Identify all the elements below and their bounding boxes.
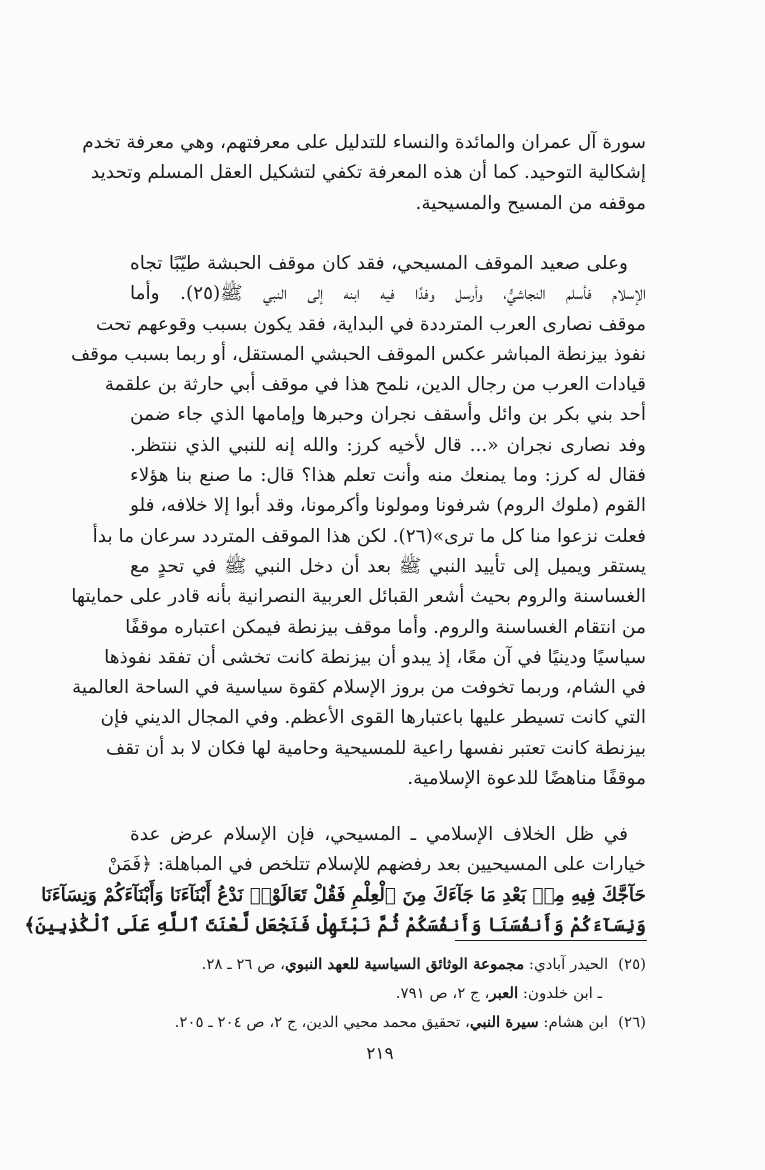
text-line: سورة آل عمران والمائدة والنساء للتدليل على معرفتهم، وهي معرفة تخدم xyxy=(82,132,646,153)
footnote-number: (٢٦) xyxy=(618,1013,646,1031)
text-line: إشكالية التوحيد. كما أن هذه المعرفة تكفي لتشكيل العقل المسلم وتحديد xyxy=(90,162,646,184)
text-line: القوم (ملوك الروم) شرفونا ومولونا وأكرمونا، وقد أبوا إلا خلافه، فلو xyxy=(130,495,646,517)
footnote-pages: ، تحقيق محمد محيي الدين، ج ٢، ص ٢٠٤ ـ ٢٠٥. xyxy=(174,1013,470,1031)
text-line: من انتقام الغساسنة والروم. وأما موقف بيزنطة فيمكن اعتباره موقفًا xyxy=(125,616,646,638)
quran-verse-line: حَآجَّكَ فِيهِ مِنۢ بَعْدِ مَا جَآءَكَ مِنَ ٱلْعِلْمِ فَقُلْ تَعَالَوْا۟ نَدْعُ أَبْنَآءَنَا وَأَبْنَآءَكُمْ وَنِسَآءَنَا xyxy=(41,884,646,906)
footnote-divider xyxy=(455,940,647,941)
text-line: موقفه من المسيح والمسيحية. xyxy=(415,192,646,214)
paragraph-2 xyxy=(70,249,646,794)
footnote-25-continued xyxy=(130,979,646,1008)
footnote-number: (٢٥) xyxy=(618,955,646,973)
text-line: موقفًا مناهضًا للدعوة الإسلامية. xyxy=(407,768,646,790)
text-line: الإسلام فأسلم النجاشيُّ، وأرسل وفدًا فيه ابنه إلى النبي ﷺ(٢٥). وأما xyxy=(130,283,646,305)
footnote-title: سيرة النبي xyxy=(469,1013,539,1031)
footnote-title: العبر xyxy=(489,984,519,1002)
footnote-author: الحيدر آبادي: xyxy=(524,955,609,973)
footnote-title: مجموعة الوثائق السياسية للعهد النبوي xyxy=(285,955,525,973)
text-line: خيارات على المسيحيين بعد رفضهم للإسلام تتلخص في المباهلة: ﴿فَمَنْ xyxy=(107,854,646,876)
text-line: سياسيًا ودينيًا في آن معًا، إذ يبدو أن بيزنطة كانت تخشى أن تفقد نفوذها xyxy=(104,646,646,668)
footnote-author: ابن هشام: xyxy=(538,1013,609,1031)
text-line: التي كانت تسيطر عليها باعتبارها القوى الأعظم. وفي المجال الديني فإن xyxy=(100,707,646,729)
text-line: موقف نصارى العرب المترددة في البداية، فقد يكون بسبب وقوعهم تحت xyxy=(95,313,646,335)
footnotes xyxy=(130,950,646,1037)
footnote-25 xyxy=(130,950,646,979)
page-number: ٢١٩ xyxy=(366,1044,394,1064)
paragraph-1 xyxy=(82,128,646,219)
text-line: في ظل الخلاف الإسلامي ـ المسيحي، فإن الإسلام عرض عدة xyxy=(130,824,628,845)
text-line: فعلت نزعوا منا كل ما ترى»(٢٦). لكن هذا الموقف المتردد سرعان ما بدأ xyxy=(92,525,646,547)
text-line: فقال له كرز: وما يمنعك منه وأنت تعلم هذا؟ قال: ما صنع بنا هؤلاء xyxy=(130,465,646,487)
text-line: بيزنطة كانت تعتبر نفسها راعية للمسيحية وحامية لها فكان لا بد أن تقف xyxy=(105,737,646,759)
paragraph-3 xyxy=(24,820,646,941)
footnote-26 xyxy=(130,1008,646,1037)
text-line: أحد بني بكر بن وائل وأسقف نجران وحبرها وإمامها الذي جاء ضمن xyxy=(130,404,646,426)
text-line: وفد نصارى نجران «... قال لأخيه كرز: والله إنه للنبي الذي ننتظر. xyxy=(130,434,646,456)
footnote-pages: ، ج ٢، ص ٧٩١. xyxy=(395,984,490,1002)
text-line: الغساسنة والروم بحيث أشعر القبائل العربية النصرانية بأنه قادر على حمايتها xyxy=(71,586,646,608)
footnote-author: ـ ابن خلدون: xyxy=(518,984,602,1002)
text-line: وعلى صعيد الموقف المسيحي، فقد كان موقف الحبشة طيّبًا تجاه xyxy=(130,253,628,274)
text-line: يستقر ويميل إلى تأييد النبي ﷺ بعد أن دخل النبي ﷺ في تحدٍ مع xyxy=(130,555,646,577)
quran-verse-line: وَنِسَآءَكُمْ وَأَنفُسَنَا وَأَنفُسَكُمْ ثُمَّ نَبْتَهِلْ فَنَجْعَل لَّعْنَتَ ٱللَّهِ عَلَى ٱلْكَٰذِبِينَ﴾ xyxy=(24,914,646,936)
text-line: قيادات العرب من رجال الدين، نلمح هذا في موقف أبي حارثة بن علقمة xyxy=(104,374,646,396)
text-line: نفوذ بيزنطة المباشر عكس الموقف الحبشي المستقل، أو ربما بسبب موقف xyxy=(70,343,646,365)
footnote-pages: ، ص ٢٦ ـ ٢٨. xyxy=(201,955,286,973)
text-line: في الشام، وربما تخوفت من بروز الإسلام كقوة سياسية في الساحة العالمية xyxy=(71,677,646,699)
